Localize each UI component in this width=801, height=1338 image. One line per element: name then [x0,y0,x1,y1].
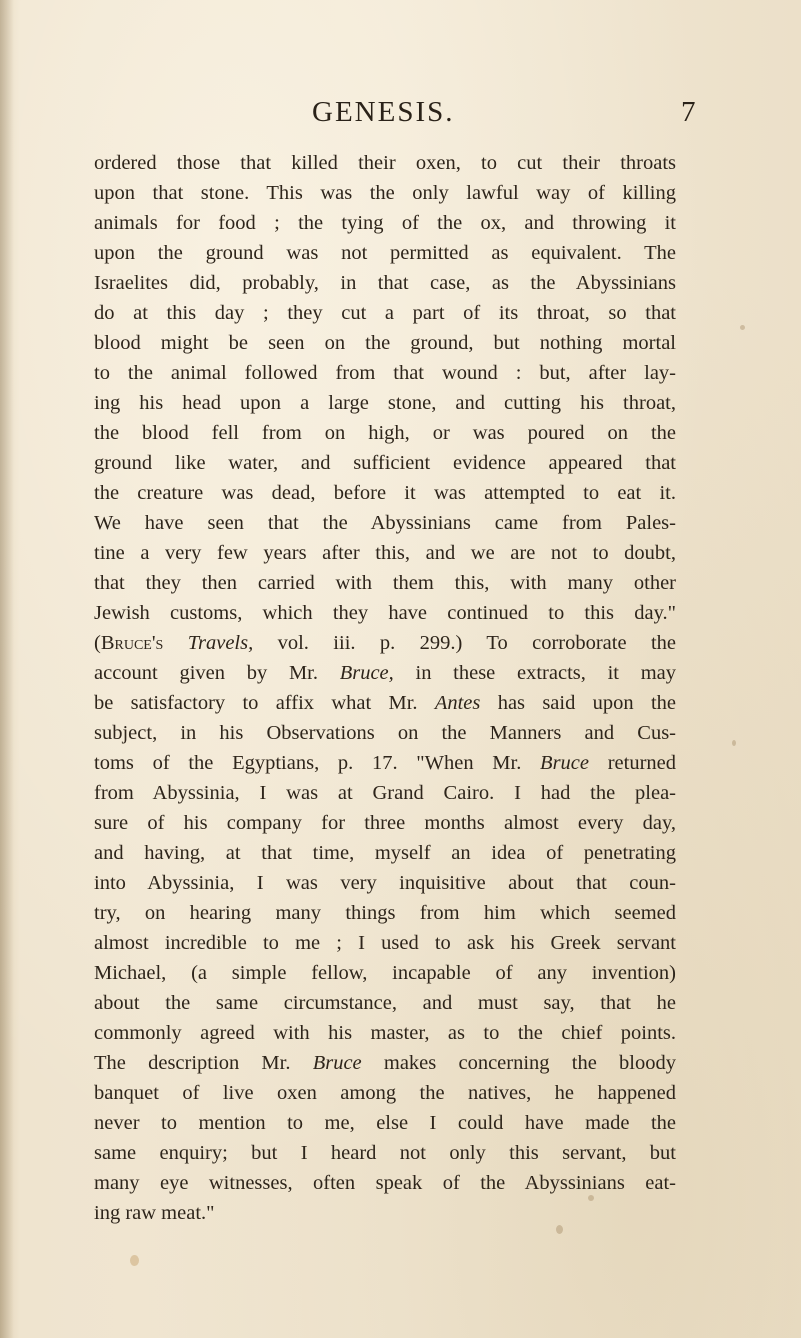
text-segment: has said upon the [480,692,676,714]
person-name: Bruce, [339,662,394,684]
text-line: ground like water, and sufficient evidence appeared that [94,452,676,474]
text-line: upon that stone. This was the only lawful way of killing [94,182,676,204]
text-segment: toms of the Egyptians, p. 17. "When Mr. [94,752,541,774]
text-segment: returned [589,752,676,774]
text-line: ordered those that killed their oxen, to cut their throats [94,152,676,174]
text-line: many eye witnesses, often speak of the Abyssinians eat- [94,1172,676,1194]
text-line [94,1048,676,1078]
text-segment: be satisfactory to affix what Mr. [94,692,435,714]
text-line: do at this day ; they cut a part of its throat, so that [94,302,676,324]
running-title: GENESIS. [312,96,455,128]
text-line: the blood fell from on high, or was poured on the [94,422,676,444]
page-number: 7 [681,96,696,128]
person-name: Antes [434,692,481,714]
text-line: commonly agreed with his master, as to the chief points. [94,1022,676,1044]
text-line: subject, in his Observations on the Manners and Cus- [94,722,676,744]
text-segment: The description Mr. [94,1052,313,1074]
page-header [0,96,801,136]
text-line: to the animal followed from that wound : but, after lay- [94,362,676,384]
person-name: Bruce [312,1052,362,1074]
author-name: Bruce's [100,632,164,654]
text-line: into Abyssinia, I was very inquisitive about that coun- [94,872,676,894]
gutter-shadow [0,0,14,1338]
text-line: animals for food ; the tying of the ox, and throwing it [94,212,676,234]
text-line: sure of his company for three months almost every day, [94,812,676,834]
text-line [94,658,676,688]
text-line: ing his head upon a large stone, and cutting his throat, [94,392,676,414]
text-line: banquet of live oxen among the natives, he happened [94,1082,676,1104]
text-line: blood might be seen on the ground, but nothing mortal [94,332,676,354]
text-line [94,688,676,718]
person-name: Bruce [540,752,589,774]
text-line: and having, at that time, myself an idea of penetrating [94,842,676,864]
paper-speck [130,1255,139,1266]
paper-speck [732,740,736,746]
last-text-line: ing raw meat." [94,1202,215,1224]
work-title: Travels, [187,632,254,654]
text-line: never to mention to me, else I could have made the [94,1112,676,1134]
text-line: almost incredible to me ; I used to ask his Greek servant [94,932,676,954]
text-line: from Abyssinia, I was at Grand Cairo. I had the plea- [94,782,676,804]
text-segment: account given by Mr. [94,662,340,684]
text-line: Israelites did, probably, in that case, as the Abyssinians [94,272,676,294]
text-segment: in these extracts, it may [393,662,676,684]
text-line: Jewish customs, which they have continued to this day." [94,602,676,624]
text-segment: makes concerning the bloody [361,1052,676,1074]
text-line [94,748,676,778]
open-paren: ( [94,632,101,654]
citation-rest: vol. iii. p. 299.) To corroborate the [253,632,676,654]
text-line: Michael, (a simple fellow, incapable of any invention) [94,962,676,984]
text-line: that they then carried with them this, with many other [94,572,676,594]
text-line: tine a very few years after this, and we are not to doubt, [94,542,676,564]
paper-speck [588,1195,594,1201]
text-line: We have seen that the Abyssinians came from Pales- [94,512,676,534]
text-line: the creature was dead, before it was attempted to eat it. [94,482,676,504]
paper-speck [740,325,745,330]
citation-line [94,628,676,658]
text-line: about the same circumstance, and must say, that he [94,992,676,1014]
paper-speck [556,1225,563,1234]
text-line: upon the ground was not permitted as equivalent. The [94,242,676,264]
text-line: same enquiry; but I heard not only this servant, but [94,1142,676,1164]
text-line: try, on hearing many things from him which seemed [94,902,676,924]
